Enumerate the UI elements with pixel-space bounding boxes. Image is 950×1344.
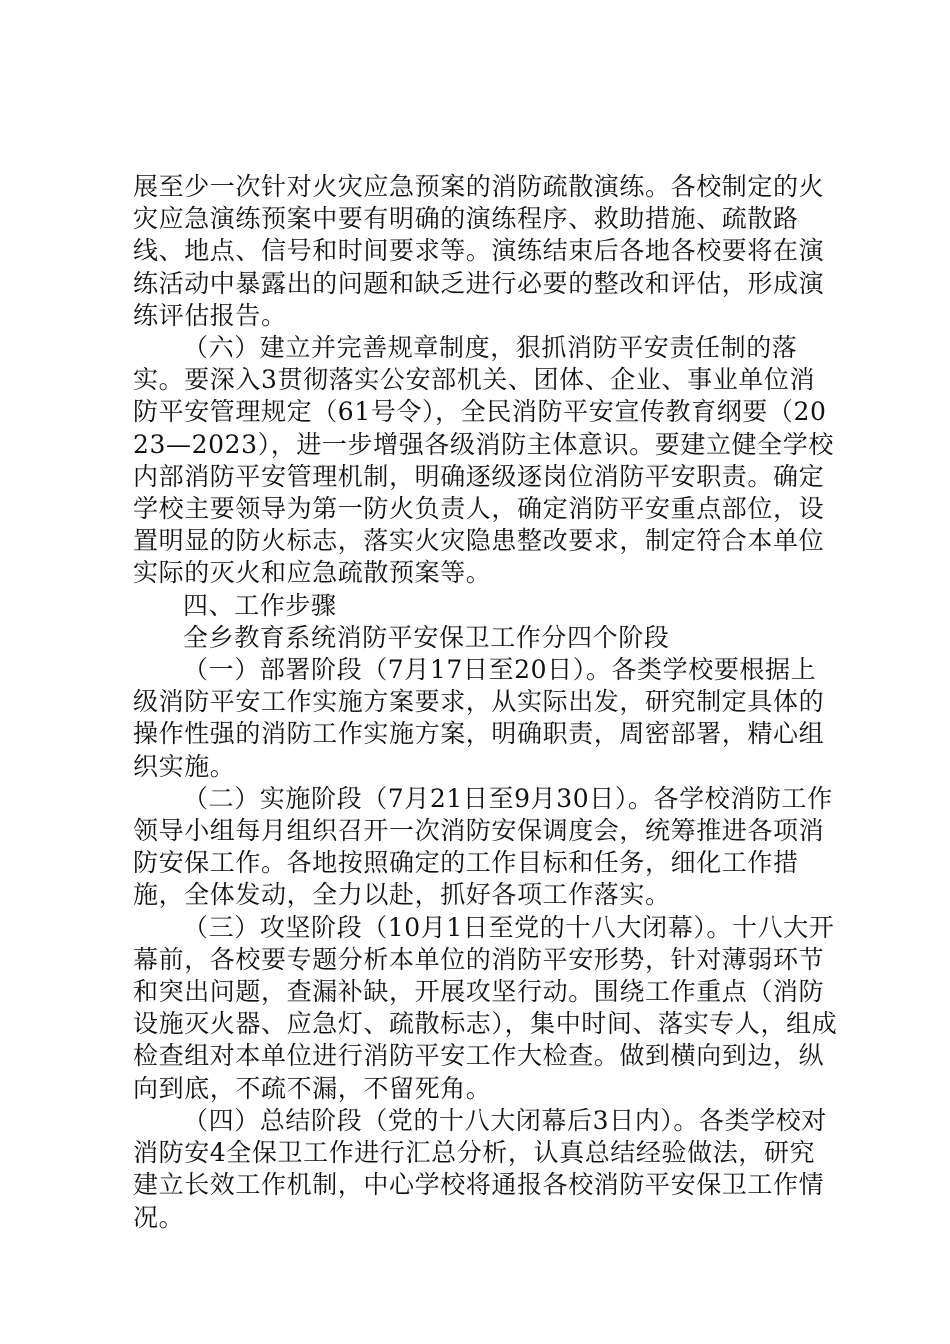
section-heading-work-steps: 四、工作步骤 — [183, 590, 337, 620]
paragraph-item-6: （六）建立并完善规章制度，狠抓消防平安责任制的落实。要深入3贯彻落实公安部机关、团体、企业、事业单位消防平安管理规定（61号令），全民消防平安宣传教育纲要（2023—2023），进一步增强各级消防主体意识。要建立健全学校内部消防平安管理机制，明确逐级逐岗位消防平安职责。确定学校主要领导为第一防火负责人，确定消防平安重点部位，设置明显的防火标志，落实火灾隐患整改要求，制定符合本单位实际的灭火和应急疏散预案等。 — [133, 333, 834, 588]
document-body — [133, 171, 838, 1234]
paragraph-stage-2: （二）实施阶段（7月21日至9月30日）。各学校消防工作领导小组每月组织召开一次消防安保调度会，统筹推进各项消防安保工作。各地按照确定的工作目标和任务，细化工作措施，全体发动，全力以赴，抓好各项工作落实。 — [133, 783, 833, 910]
paragraph-stage-1: （一）部署阶段（7月17日至20日）。各类学校要根据上级消防平安工作实施方案要求，从实际出发，研究制定具体的操作性强的消防工作实施方案，明确职责，周密部署，精心组织实施。 — [133, 655, 825, 781]
paragraph-drill-continuation: 展至少一次针对火灾应急预案的消防疏散演练。各校制定的火灾应急演练预案中要有明确的演练程序、救助措施、疏散路线、地点、信号和时间要求等。演练结束后各地各校要将在演练活动中暴露出的问题和缺乏进行必要的整改和评估，形成演练评估报告。 — [133, 172, 825, 330]
paragraph-stage-4: （四）总结阶段（党的十八大闭幕后3日内）。各类学校对消防安4全保卫工作进行汇总分析，认真总结经验做法，研究建立长效工作机制，中心学校将通报各校消防平安保卫工作情况。 — [133, 1105, 828, 1232]
paragraph-four-stages: 全乡教育系统消防平安保卫工作分四个阶段 — [183, 622, 670, 652]
paragraph-stage-3: （三）攻坚阶段（10月1日至党的十八大闭幕）。十八大开幕前，各校要专题分析本单位的消防平安形势，针对薄弱环节和突出问题，查漏补缺，开展攻坚行动。围绕工作重点（消防设施灭火器、应急灯、疏散标志），集中时间、落实专人，组成检查组对本单位进行消防平安工作大检查。做到横向到边，纵向到底，不疏不漏，不留死角。 — [133, 912, 838, 1103]
